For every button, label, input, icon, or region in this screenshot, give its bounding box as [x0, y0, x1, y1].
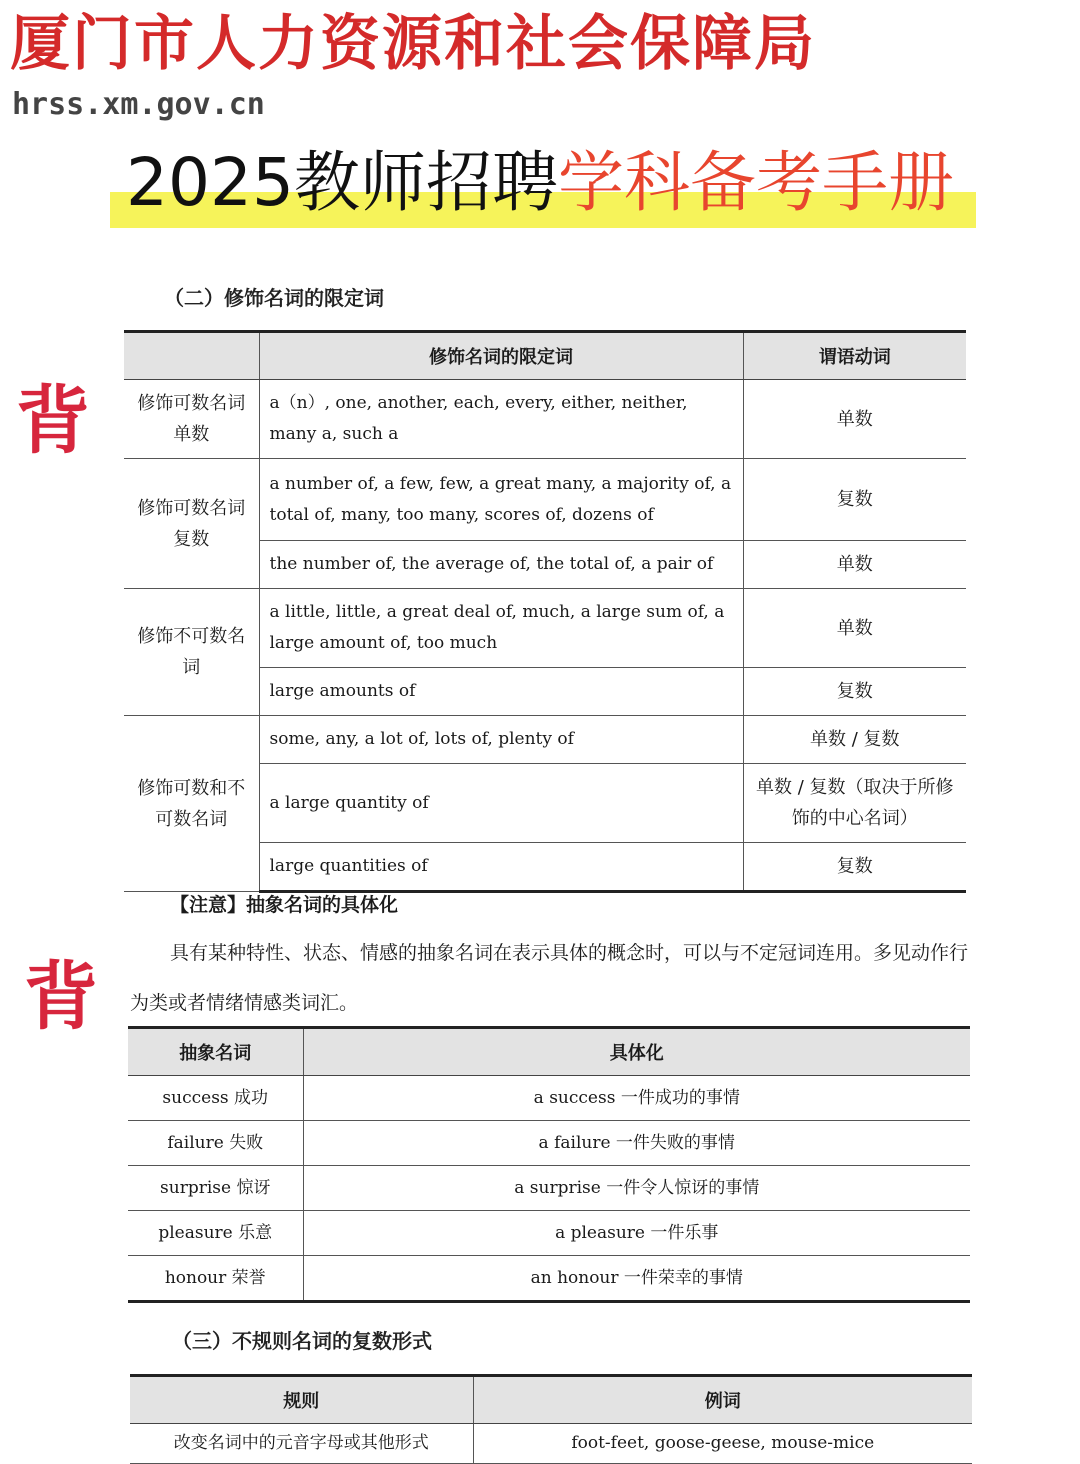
- noun-cell: surprise 惊讶: [128, 1166, 303, 1211]
- table-row: [124, 380, 966, 459]
- verb-cell: 复数: [743, 843, 966, 892]
- header-cell: 例词: [473, 1376, 972, 1424]
- note-body: 具有某种特性、状态、情感的抽象名词在表示具体的概念时，可以与不定冠词连用。多见动作行为类或者情绪情感类词汇。: [130, 942, 969, 1014]
- header-cell: 谓语动词: [743, 332, 966, 380]
- section3-heading: （三）不规则名词的复数形式: [172, 1329, 432, 1353]
- concrete-cell: a surprise 一件令人惊讶的事情: [303, 1166, 970, 1211]
- concrete-cell: a failure 一件失败的事情: [303, 1121, 970, 1166]
- table-row: [128, 1076, 970, 1121]
- org-url: hrss.xm.gov.cn: [12, 87, 265, 122]
- verb-cell: 单数 / 复数（取决于所修饰的中心名词）: [743, 764, 966, 843]
- table-row: [128, 1256, 970, 1302]
- category-cell: 修饰不可数名词: [124, 589, 259, 716]
- verb-cell: 单数 / 复数: [743, 716, 966, 764]
- determiner-cell: a number of, a few, few, a great many, a majority of, a total of, many, too many, scores of, dozens of: [259, 459, 743, 541]
- table-header-row: [124, 332, 966, 380]
- determiner-cell: large amounts of: [259, 668, 743, 716]
- table-row: [124, 589, 966, 668]
- table-row: [130, 1424, 972, 1464]
- recite-mark-1: 背: [16, 378, 90, 464]
- table-row: [128, 1121, 970, 1166]
- verb-cell: 单数: [743, 541, 966, 589]
- noun-cell: success 成功: [128, 1076, 303, 1121]
- determiner-cell: a large quantity of: [259, 764, 743, 843]
- verb-cell: 复数: [743, 459, 966, 541]
- table-header-row: [130, 1376, 972, 1424]
- concrete-cell: an honour 一件荣幸的事情: [303, 1256, 970, 1302]
- example-cell: foot-feet, goose-geese, mouse-mice: [473, 1424, 972, 1464]
- determiner-cell: a little, little, a great deal of, much, a large sum of, a large amount of, too much: [259, 589, 743, 668]
- rule-cell: 改变名词中的元音字母或其他形式: [130, 1424, 473, 1464]
- table-row: [124, 459, 966, 541]
- note-title: 【注意】抽象名词的具体化: [170, 894, 399, 916]
- header-cell: 修饰名词的限定词: [259, 332, 743, 380]
- determiner-cell: some, any, a lot of, lots of, plenty of: [259, 716, 743, 764]
- determiner-cell: the number of, the average of, the total of, a pair of: [259, 541, 743, 589]
- verb-cell: 单数: [743, 589, 966, 668]
- org-name: 厦门市人力资源和社会保障局: [10, 9, 816, 79]
- determiner-cell: large quantities of: [259, 843, 743, 892]
- page-title: [110, 144, 954, 221]
- noun-cell: pleasure 乐意: [128, 1211, 303, 1256]
- verb-cell: 复数: [743, 668, 966, 716]
- header-cell: 具体化: [303, 1028, 970, 1076]
- title-red: 学科备考手册: [557, 144, 954, 221]
- category-cell: 修饰可数和不可数名词: [124, 716, 259, 892]
- table-header-row: [128, 1028, 970, 1076]
- header-cell: [124, 332, 259, 380]
- section2-heading: （二）修饰名词的限定词: [164, 286, 384, 310]
- verb-cell: 单数: [743, 380, 966, 459]
- header-cell: 规则: [130, 1376, 473, 1424]
- recite-mark-2: 背: [24, 954, 98, 1040]
- concrete-cell: a success 一件成功的事情: [303, 1076, 970, 1121]
- determiner-cell: a（n）, one, another, each, every, either, neither, many a, such a: [259, 380, 743, 459]
- table-row: [124, 716, 966, 764]
- irregular-plural-table: [130, 1374, 972, 1464]
- table-row: [128, 1211, 970, 1256]
- header-cell: 抽象名词: [128, 1028, 303, 1076]
- title-black: 2025教师招聘: [126, 144, 558, 221]
- category-cell: 修饰可数名词复数: [124, 459, 259, 589]
- concrete-cell: a pleasure 一件乐事: [303, 1211, 970, 1256]
- noun-cell: failure 失败: [128, 1121, 303, 1166]
- abstract-noun-table: [128, 1026, 970, 1303]
- table-row: [128, 1166, 970, 1211]
- determiners-table: [124, 330, 966, 893]
- noun-cell: honour 荣誉: [128, 1256, 303, 1302]
- category-cell: 修饰可数名词单数: [124, 380, 259, 459]
